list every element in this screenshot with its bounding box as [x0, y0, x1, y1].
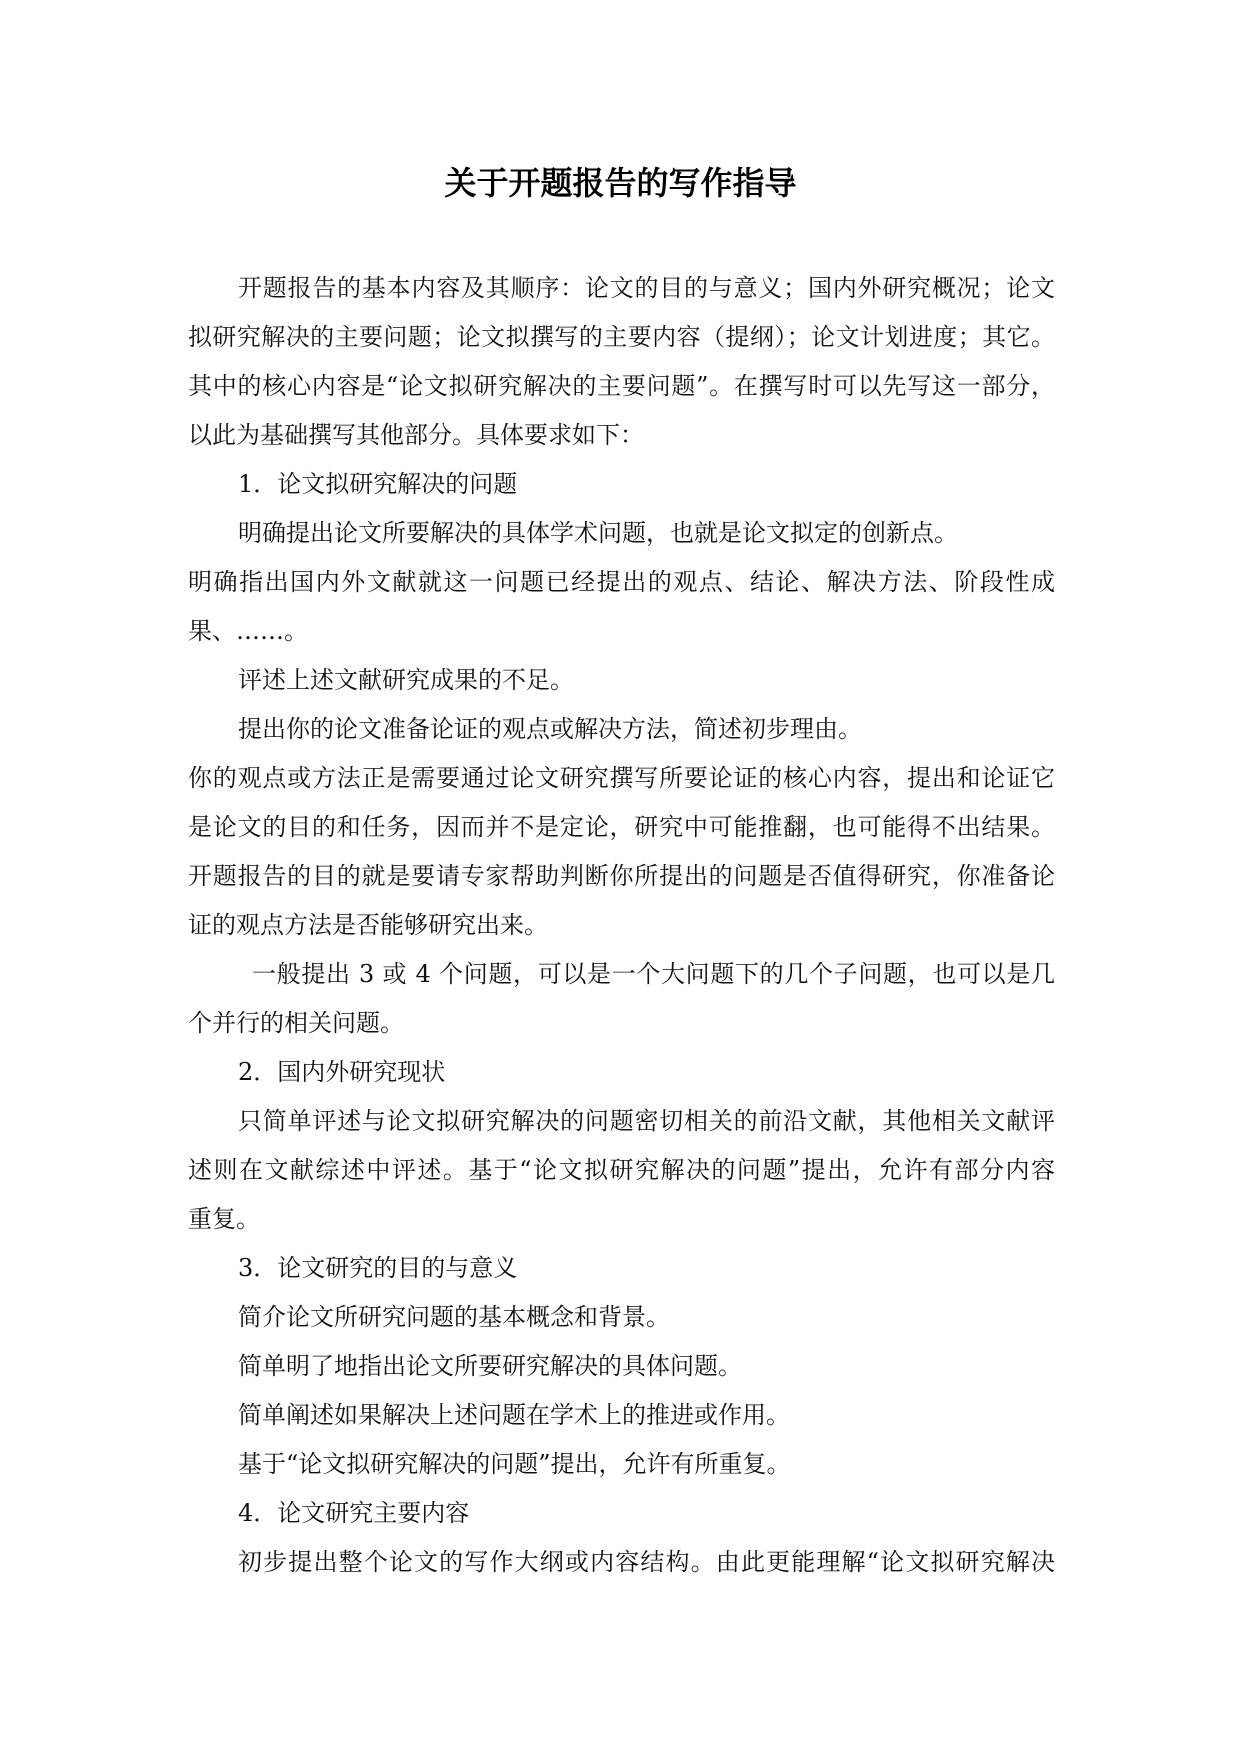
text-line: 是论文的目的和任务，因而并不是定论，研究中可能推翻，也可能得不出结果。	[188, 813, 1055, 841]
text-line: 你的观点或方法正是需要通过论文研究撰写所要论证的核心内容，提出和论证它	[188, 764, 1055, 792]
paragraph	[188, 1097, 1055, 1244]
text-line: 个并行的相关问题。	[188, 1009, 404, 1037]
section-heading: 2．国内外研究现状	[238, 1058, 446, 1086]
paragraph	[188, 1342, 1055, 1391]
text-line: 评述上述文献研究成果的不足。	[238, 666, 574, 694]
section-heading: 1．论文拟研究解决的问题	[238, 470, 518, 498]
section-heading: 3．论文研究的目的与意义	[238, 1254, 518, 1282]
text-line: 述则在文献综述中评述。基于“论文拟研究解决的问题”提出，允许有部分内容	[188, 1156, 1055, 1184]
intro-paragraph	[188, 264, 1055, 460]
paragraph	[188, 1293, 1055, 1342]
paragraph	[188, 950, 1055, 1048]
section-heading-1	[188, 460, 1055, 509]
text-line: 其中的核心内容是“论文拟研究解决的主要问题”。在撰写时可以先写这一部分，	[188, 372, 1055, 400]
section-heading-2	[188, 1048, 1055, 1097]
section-heading-3	[188, 1244, 1055, 1293]
paragraph	[188, 558, 1055, 656]
text-line: 以此为基础撰写其他部分。具体要求如下：	[188, 421, 644, 449]
text-line: 果、……。	[188, 617, 308, 645]
paragraph	[188, 754, 1055, 950]
text-line: 一般提出 3 或 4 个问题，可以是一个大问题下的几个子问题，也可以是几	[252, 960, 1055, 988]
text-line: 提出你的论文准备论证的观点或解决方法，简述初步理由。	[238, 715, 862, 743]
text-line: 开题报告的目的就是要请专家帮助判断你所提出的问题是否值得研究，你准备论	[188, 862, 1055, 890]
text-line: 简单明了地指出论文所要研究解决的具体问题。	[238, 1352, 742, 1380]
text-line: 开题报告的基本内容及其顺序：论文的目的与意义；国内外研究概况；论文	[238, 274, 1055, 302]
text-line: 基于“论文拟研究解决的问题”提出，允许有所重复。	[238, 1450, 791, 1478]
paragraph	[188, 1440, 1055, 1489]
document-body	[188, 264, 1055, 1587]
text-line: 只简单评述与论文拟研究解决的问题密切相关的前沿文献，其他相关文献评	[238, 1107, 1055, 1135]
text-line: 证的观点方法是否能够研究出来。	[188, 911, 548, 939]
text-line: 简单阐述如果解决上述问题在学术上的推进或作用。	[238, 1401, 790, 1429]
paragraph	[188, 656, 1055, 705]
section-heading: 4．论文研究主要内容	[238, 1499, 470, 1527]
document-title: 关于开题报告的写作指导	[444, 164, 797, 202]
text-line: 拟研究解决的主要问题；论文拟撰写的主要内容（提纲）；论文计划进度；其它。	[188, 323, 1055, 351]
paragraph	[188, 1391, 1055, 1440]
text-line: 明确指出国内外文献就这一问题已经提出的观点、结论、解决方法、阶段性成	[188, 568, 1055, 596]
paragraph	[188, 705, 1055, 754]
paragraph	[188, 509, 1055, 558]
text-line: 重复。	[188, 1205, 260, 1233]
text-line: 简介论文所研究问题的基本概念和背景。	[238, 1303, 670, 1331]
paragraph	[188, 1538, 1055, 1587]
text-line: 明确提出论文所要解决的具体学术问题，也就是论文拟定的创新点。	[238, 519, 958, 547]
text-line: 初步提出整个论文的写作大纲或内容结构。由此更能理解“论文拟研究解决	[238, 1548, 1055, 1576]
section-heading-4	[188, 1489, 1055, 1538]
